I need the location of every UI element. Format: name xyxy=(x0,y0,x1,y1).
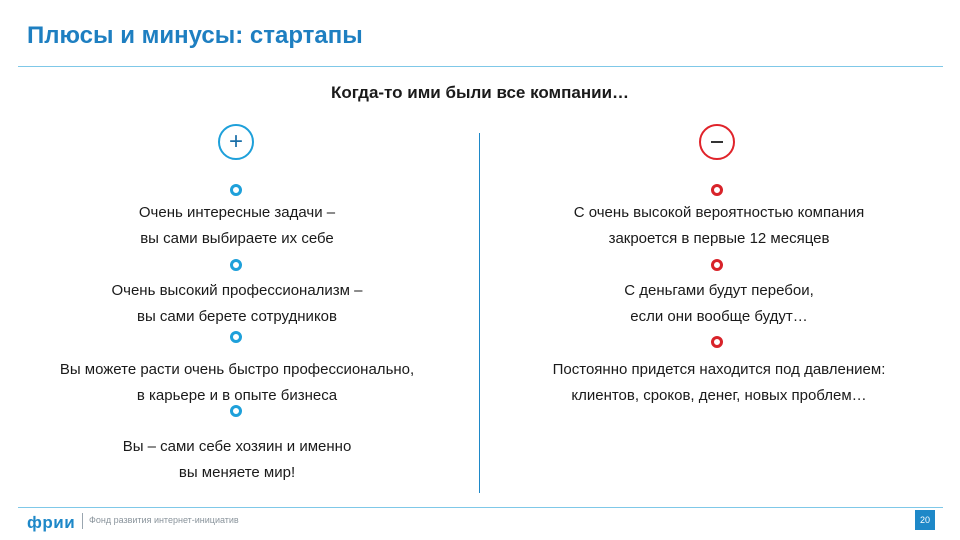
red-ring-bullet-icon xyxy=(711,184,723,196)
logo-separator xyxy=(82,513,83,529)
frii-logo: фрии xyxy=(27,513,76,532)
plus-icon: + xyxy=(218,124,254,160)
cons-item: С деньгами будут перебои, если они вообще будут… xyxy=(624,282,814,325)
cons-item: Постоянно придется находится под давлением: клиентов, сроков, денег, новых проблем… xyxy=(552,361,886,404)
slide-title: Плюсы и минусы: стартапы xyxy=(27,22,363,49)
pros-item: Очень интересные задачи – вы сами выбираете их себе xyxy=(138,204,336,247)
slide-subtitle: Когда-то ими были все компании… xyxy=(330,83,630,102)
pros-item: Вы – сами себе хозяин и именно вы меняете мир! xyxy=(122,438,352,481)
page-number: 20 xyxy=(915,510,935,530)
pros-item: Очень высокий профессионализм – вы сами берете сотрудников xyxy=(111,282,363,325)
footer-divider xyxy=(18,507,943,508)
logo-tagline: Фонд развития интернет-инициатив xyxy=(89,515,239,525)
blue-ring-bullet-icon xyxy=(230,184,242,196)
pros-item: Вы можете расти очень быстро профессионально, в карьере и в опыте бизнеса xyxy=(59,361,415,404)
blue-ring-bullet-icon xyxy=(230,259,242,271)
blue-ring-bullet-icon xyxy=(230,405,242,417)
minus-icon xyxy=(699,124,735,160)
blue-ring-bullet-icon xyxy=(230,331,242,343)
red-ring-bullet-icon xyxy=(711,336,723,348)
cons-item: С очень высокой вероятностью компания закроется в первые 12 месяцев xyxy=(573,204,865,247)
title-divider xyxy=(18,66,943,67)
red-ring-bullet-icon xyxy=(711,259,723,271)
